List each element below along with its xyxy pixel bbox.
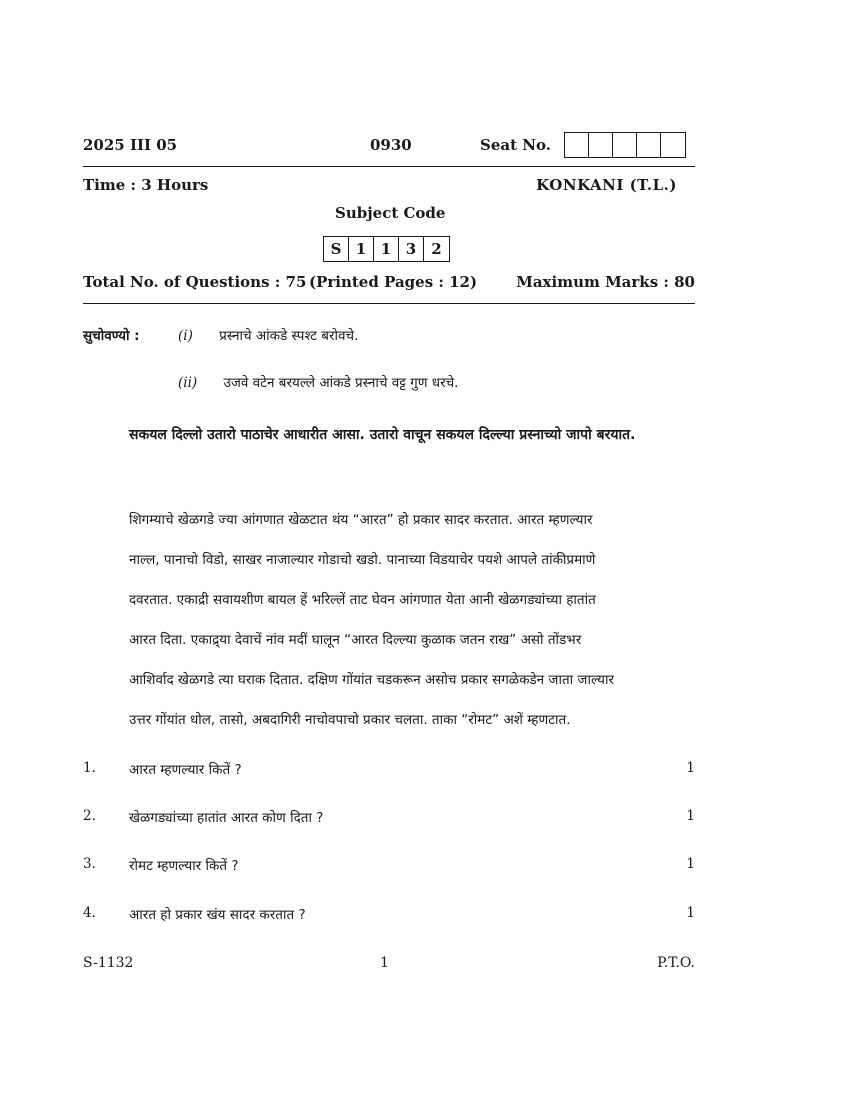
subject-code-char: 1 xyxy=(374,237,399,261)
seat-number-boxes[interactable] xyxy=(564,132,686,158)
instruction-text: उजवे वटेन बरयल्ले आंकडे प्रस्नाचे वट्ट गुण धरचे. xyxy=(223,375,459,391)
subject-code-char: 2 xyxy=(431,240,442,258)
question-number: 1. xyxy=(83,760,96,776)
paper-code: 2025 III 05 xyxy=(83,136,178,154)
subject-code-char: 3 xyxy=(399,237,424,261)
header-top-row xyxy=(83,132,695,158)
question-text: रोमट म्हणल्यार कितें ? xyxy=(129,858,239,874)
question-number: 3. xyxy=(83,856,96,872)
passage-line: दवरतात. एकाद्री सवायशीण बायल हें भरिल्लें ताट घेवन आंगणात येता आनी खेळगड्यांच्या हातांत xyxy=(129,592,596,608)
subject-title: KONKANI (T.L.) xyxy=(536,176,677,194)
seat-box[interactable] xyxy=(637,133,661,157)
page-number: 1 xyxy=(380,955,389,971)
totals-divider xyxy=(83,303,695,304)
question-text: आरत हो प्रकार खंय सादर करतात ? xyxy=(129,907,306,923)
question-number: 2. xyxy=(83,808,96,824)
subject-code-boxes xyxy=(323,236,450,262)
seat-box[interactable] xyxy=(661,133,685,157)
subject-code-char: 1 xyxy=(349,237,374,261)
reading-passage xyxy=(129,500,695,740)
seat-box[interactable] xyxy=(565,133,589,157)
seat-box[interactable] xyxy=(589,133,613,157)
instruction-text: प्रस्नाचे आंकडे स्पश्ट बरोवचे. xyxy=(219,328,359,344)
instruction-number: (ii) xyxy=(178,375,198,391)
passage-line: आरत दिता. एकाद्र्या देवाचें नांव मदीं घालून “आरत दिल्ल्या कुळाक जतन राख” असो तोंडभर xyxy=(129,632,582,648)
section-instruction: सकयल दिल्लो उतारो पाठाचेर आधारीत आसा. उतारो वाचून सकयल दिल्ल्या प्रस्नाच्यो जापो बरयात. xyxy=(129,427,636,443)
instruction-item xyxy=(178,326,358,344)
subject-code-char: S xyxy=(324,237,349,261)
footer-code: S-1132 xyxy=(83,955,134,971)
instructions-heading: सुचोवण्यो : xyxy=(83,328,140,344)
printed-pages: (Printed Pages : 12) xyxy=(309,273,478,291)
instruction-number: (i) xyxy=(178,328,193,344)
passage-line: उत्तर गोंयांत धोल, तासो, अबदागिरी नाचोवपाचो प्रकार चलता. ताका “रोमट” अशें म्हणटात. xyxy=(129,712,571,728)
question-text: खेळगड्यांच्या हातांत आरत कोण दिता ? xyxy=(129,810,324,826)
total-questions: Total No. of Questions : 75 xyxy=(83,273,307,291)
passage-line: नाल्ल, पानाचो विडो, साखर नाजाल्यार गोडाचो खडो. पानाच्या विडयाचेर पयशे आपले तांकीप्रमाणे xyxy=(129,552,596,568)
instruction-item xyxy=(178,373,458,391)
seat-number-label: Seat No. xyxy=(480,136,551,154)
question-marks: 1 xyxy=(686,760,695,776)
exam-time: Time : 3 Hours xyxy=(83,176,209,194)
please-turn-over: P.T.O. xyxy=(657,955,695,971)
maximum-marks: Maximum Marks : 80 xyxy=(516,273,695,291)
seat-box[interactable] xyxy=(613,133,637,157)
passage-line: आशिर्वाद खेळगडे त्या घराक दितात. दक्षिण गोंयांत चडकरून असोच प्रकार सगळेकडेन जाता जाल्यार xyxy=(129,672,614,688)
subject-code-label: Subject Code xyxy=(335,204,446,222)
passage-line: शिगम्याचे खेळगडे ज्या आंगणात खेळटात थंय “आरत” हो प्रकार सादर करतात. आरत म्हणल्यार xyxy=(129,512,593,528)
question-text: आरत म्हणल्यार कितें ? xyxy=(129,762,242,778)
exam-page xyxy=(83,0,695,1100)
center-code: 0930 xyxy=(370,136,412,154)
question-number: 4. xyxy=(83,905,96,921)
question-marks: 1 xyxy=(686,905,695,921)
question-marks: 1 xyxy=(686,808,695,824)
header-divider xyxy=(83,166,695,167)
question-marks: 1 xyxy=(686,856,695,872)
